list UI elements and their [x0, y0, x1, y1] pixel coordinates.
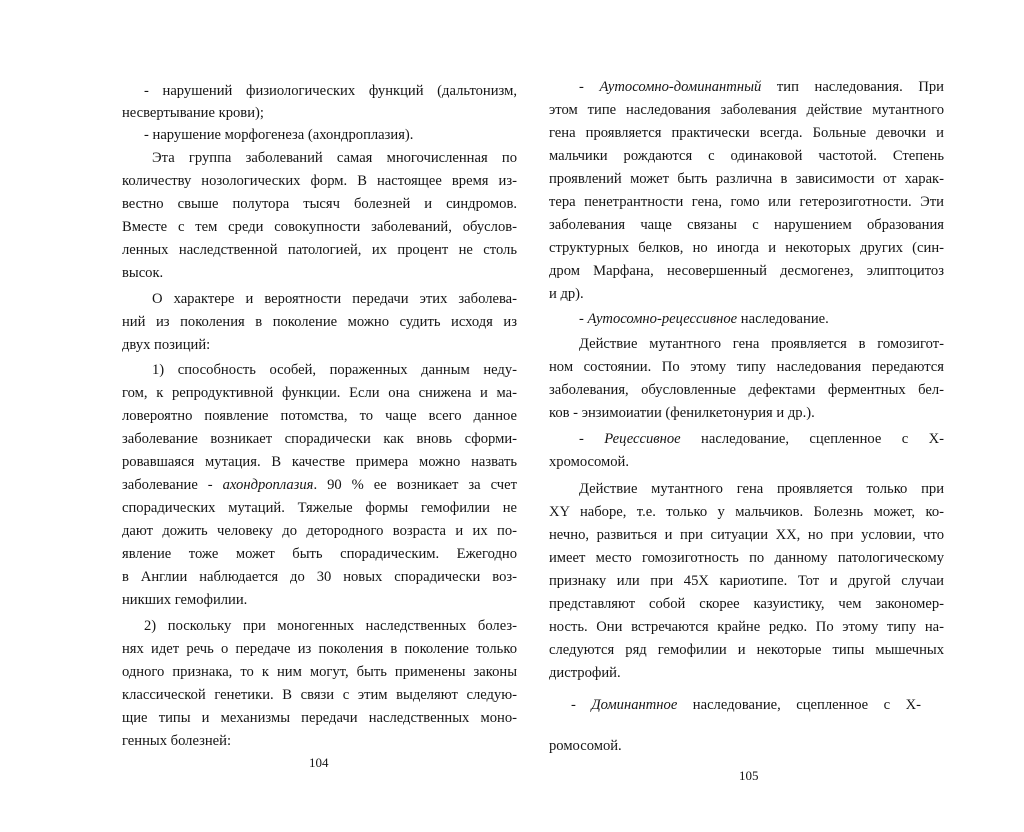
text-line: ленных наследственной патологией, их процент не столь: [122, 242, 517, 258]
text-line: [579, 428, 944, 450]
text-line: [579, 308, 944, 330]
text-line: никших гемофилии.: [122, 592, 248, 608]
text-line: количеству нозологических форм. В настоящее время из-: [122, 173, 517, 189]
text-line: спорадических мутаций. Тяжелые формы гемофилии не: [122, 500, 517, 516]
text-line: и др).: [549, 286, 584, 302]
text-line: мальчики рождаются с одинаковой частотой. Степень: [549, 148, 944, 164]
text-span: заболевание -: [122, 477, 223, 493]
page-number: 104: [309, 755, 329, 770]
text-line: XY наборе, т.е. только у мальчиков. Болезнь может, ко-: [549, 504, 944, 520]
text-line: ний из поколения в поколение можно судить исходя из: [122, 314, 517, 330]
text-line: 2) поскольку при моногенных наследственных болез-: [144, 618, 517, 634]
text-span: наследование.: [737, 311, 829, 327]
text-span: наследование, сцепленное с X-: [680, 431, 944, 447]
text-line: Действие мутантного гена проявляется только при: [579, 481, 944, 497]
text-line: Эта группа заболеваний самая многочисленная по: [152, 150, 517, 166]
text-line: О характере и вероятности передачи этих заболева-: [152, 291, 517, 307]
text-line: дром Марфана, несовершенный десмогенез, элиптоцитоз: [549, 263, 944, 279]
text-line: Действие мутантного гена проявляется в гомозигот-: [579, 336, 944, 352]
italic-term: Доминантное: [591, 697, 678, 713]
italic-term: Аутосомно-рецессивное: [587, 311, 738, 327]
text-line: - нарушений физиологических функций (дальтонизм,: [144, 83, 517, 99]
text-line: нях идет речь о передаче из поколения в поколение только: [122, 641, 517, 657]
text-line: представляют собой скорее казуистику, чем закономер-: [549, 596, 944, 612]
text-line: ровавшаяся мутация. В качестве примера можно назвать: [122, 454, 517, 470]
text-line: [122, 474, 517, 496]
text-line: ность. Они встречаются крайне редко. По этому типу на-: [549, 619, 944, 635]
text-line: [571, 694, 921, 716]
text-line: дистрофий.: [549, 665, 621, 681]
text-span: -: [579, 431, 605, 447]
text-line: высок.: [122, 265, 164, 281]
text-line: несвертывание крови);: [122, 105, 264, 121]
text-line: структурных белков, но иногда и некоторых других (син-: [549, 240, 944, 256]
text-line: двух позиций:: [122, 337, 211, 353]
text-line: ловероятно появление потомства, то чаще всего данное: [122, 408, 517, 424]
text-line: генных болезней:: [122, 733, 232, 749]
text-line: - нарушение морфогенеза (ахондроплазия).: [144, 127, 414, 143]
text-line: вестно свыше полутора тысяч болезней и синдромов.: [122, 196, 517, 212]
text-line: хромосомой.: [549, 454, 629, 470]
text-span: . 90 % ее возникает за счет: [313, 477, 517, 493]
text-line: проявлений может быть различна в зависимости от харак-: [549, 171, 944, 187]
italic-term: ахондроплазия: [222, 477, 314, 493]
text-span: -: [571, 697, 592, 713]
text-line: классической генетики. В связи с этим выделяют следую-: [122, 687, 517, 703]
text-line: заболевания, обусловленные дефектами ферментных бел-: [549, 382, 944, 398]
text-span: -: [579, 79, 600, 95]
text-line: нечно, развиться и при ситуации XX, но при условии, что: [549, 527, 944, 543]
text-line: имеет место гомозиготность по данному патологическому: [549, 550, 944, 566]
text-line: гом, к репродуктивной функции. Если она снижена и ма-: [122, 385, 517, 401]
text-span: -: [579, 311, 588, 327]
text-line: в Англии наблюдается до 30 новых спорадически воз-: [122, 569, 517, 585]
text-line: следуются ряд гемофилии и некоторые типы мышечных: [549, 642, 944, 658]
text-span: наследование, сцепленное с X-: [677, 697, 921, 713]
text-line: ков - энзимоиатии (фенилкетонурия и др.).: [549, 405, 815, 421]
text-line: гена проявляется практически всегда. Больные девочки и: [549, 125, 944, 141]
text-line: заболевание возникает спорадически как вновь сформи-: [122, 431, 517, 447]
text-line: ромосомой.: [549, 738, 622, 754]
text-span: тип наследования. При: [761, 79, 944, 95]
page-number: 105: [739, 768, 759, 783]
text-line: этом типе наследования заболевания действие мутантного: [549, 102, 944, 118]
italic-term: Рецессивное: [604, 431, 681, 447]
text-line: заболевания чаще связаны с нарушением образования: [549, 217, 944, 233]
text-line: ном состоянии. По этому типу наследования передаются: [549, 359, 944, 375]
text-line: тера пенетрантности гена, гомо или гетерозиготности. Эти: [549, 194, 944, 210]
text-line: дают дожить человеку до детородного возраста и их по-: [122, 523, 517, 539]
text-line: признаку или при 45X кариотипе. Тот и другой случаи: [549, 573, 944, 589]
text-line: [579, 76, 944, 98]
text-line: Вместе с тем среди совокупности заболеваний, обуслов-: [122, 219, 517, 235]
text-line: 1) способность особей, пораженных данным неду-: [152, 362, 517, 378]
text-line: одного признака, то к ним могут, быть применены законы: [122, 664, 517, 680]
text-line: явление тоже может быть спорадическим. Ежегодно: [122, 546, 517, 562]
italic-term: Аутосомно-доминантный: [599, 79, 762, 95]
text-line: щие типы и механизмы передачи наследственных моно-: [122, 710, 517, 726]
